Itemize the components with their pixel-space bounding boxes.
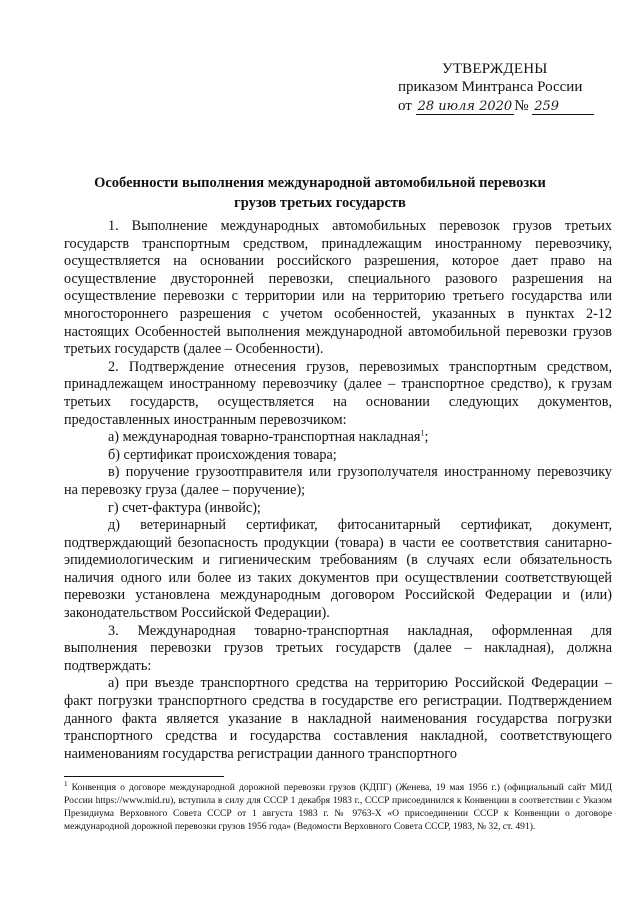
paragraph-1: 1. Выполнение международных автомобильных перевозок грузов третьих государств транспортным средством, принадлежащим иностранному перевозчику, осуществляется на основании российского разрешения, которое дает право на осуществление двусторонней перевозки, специального разового разрешения на осуществление перевозки с территории или на территорию третьего государства или многостороннего разрешения с учетом особенностей, указанных в пунктах 2-12 настоящих Особенностей выполнения международной автомобильной перевозки грузов третьих государств (далее – Особенности). [64, 218, 612, 358]
list-item-c: в) поручение грузоотправителя или грузополучателя иностранному перевозчику на перевозку груза (далее – поручение); [64, 464, 612, 498]
document-title-line-1: Особенности выполнения международной автомобильной перевозки [94, 175, 546, 191]
handwritten-date: 28 июля 2020 [417, 99, 513, 114]
paragraph-2: 2. Подтверждение отнесения грузов, перевозимых транспортным средством, принадлежащем иностранному перевозчику (далее – транспортное средство), к грузам третьих государств, осуществляется на основании следующих документов, предоставленных иностранным перевозчиком: [64, 358, 612, 428]
footnote-separator [64, 776, 224, 777]
footnote-marker: 1 [64, 779, 68, 788]
approval-title: УТВЕРЖДЕНЫ [442, 61, 548, 77]
footnote-text: Конвенция о договоре международной дорожной перевозки грузов (КДПГ) (Женева, 19 мая 1956 г.) (официальный сайт МИД России https://www.mid.ru), вступила в силу для СССР 1 декабря 1983 г., СССР присоединился к Конвенции в соответствии с Указом Президиума Верховного Совета СССР от 1 августа 1983 г. № 9763-Х «О присоединении СССР к Конвенции о договоре международной дорожной перевозки грузов 1956 года» (Ведомости Верховного Совета СССР, 1983, № 32, ст. 491). [64, 782, 613, 832]
number-prefix: № [514, 98, 529, 114]
list-item-d: г) счет-фактура (инвойс); [108, 499, 261, 516]
document-body [64, 218, 612, 763]
approval-date-line [398, 97, 598, 115]
document-title [60, 173, 580, 213]
footnote [64, 781, 612, 833]
date-prefix: от [398, 98, 412, 114]
paragraph-3: 3. Международная товарно-транспортная накладная, оформленная для выполнения перевозки грузов третьих государств (далее – накладная), должна подтверждать: [64, 622, 612, 674]
document-title-line-2: грузов третьих государств [234, 195, 406, 211]
list-item-e: д) ветеринарный сертификат, фитосанитарный сертификат, документ, подтверждающий безопасность продукции (товара) в части ее соответствия санитарно-эпидемиологическим и гигиеническим требованиям (в случаях если обязательность наличия одного или более из таких документов при осуществлении соответствующей перевозки установлена международным договором Российской Федерации и (или) законодательством Российской Федерации). [64, 517, 612, 622]
list-item-a-suffix: ; [424, 429, 429, 446]
handwritten-number: 259 [532, 99, 594, 115]
list-item-a [64, 429, 612, 447]
list-item-b: б) сертификат происхождения товара; [108, 446, 337, 463]
list-item-a-text: а) международная товарно-транспортная накладная [108, 429, 421, 446]
approval-stamp [398, 60, 598, 115]
footnote-reference[interactable]: 1 [420, 428, 425, 438]
approval-order: приказом Минтранса России [398, 79, 583, 95]
paragraph-3-item-a: а) при въезде транспортного средства на территорию Российской Федерации – факт погрузки транспортного средства в государстве его регистрации. Подтверждением данного факта является указание в накладной наименования государства погрузки транспортного средства и государства составления накладной, соответствующего наименованиям государства регистрации данного транспортного [64, 675, 612, 762]
